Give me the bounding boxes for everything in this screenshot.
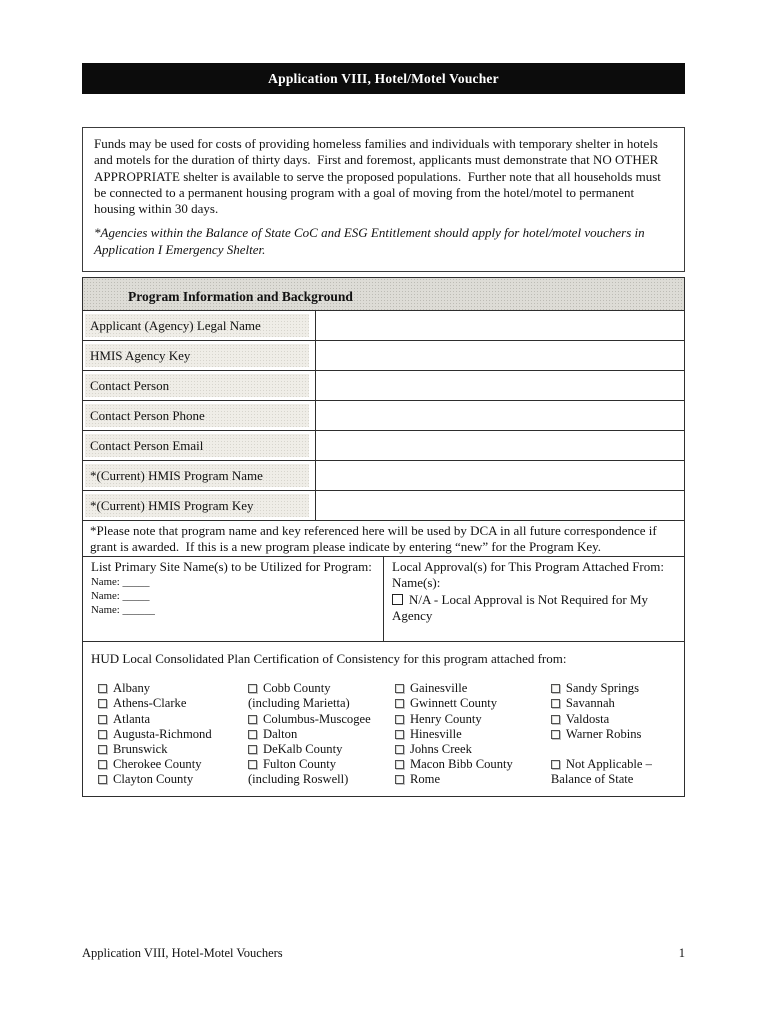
spacer-line [551,742,676,757]
checkbox-fulton-county[interactable] [248,760,257,769]
label-hinesville: Hinesville [409,726,462,741]
section-header [83,278,684,311]
hmis-agency-key-field[interactable] [316,341,684,370]
hud-column-1 [98,681,248,787]
label-johns-creek: Johns Creek [409,742,472,757]
local-approval-title: Local Approval(s) for This Program Attached From: [392,559,664,575]
label-clayton-county: Clayton County [113,772,194,787]
label-cherokee-county: Cherokee County [113,757,202,772]
label-gainesville: Gainesville [409,681,468,696]
label-athens-clarke: Athens-Clarke [113,696,187,711]
checkbox-dalton[interactable] [248,730,257,739]
label-fulton-county: Fulton County [262,757,337,772]
label-atlanta: Atlanta [113,711,151,726]
checkbox-savannah[interactable] [551,699,560,708]
checkbox-warner-robins[interactable] [551,730,560,739]
site-name-blank-2[interactable]: Name: _____ [91,590,150,603]
checkbox-hinesville[interactable] [395,730,404,739]
checkbox-na-local-approval[interactable] [392,594,403,605]
label-dalton: Dalton [262,726,298,741]
page-footer [82,946,685,961]
label-sandy-springs: Sandy Springs [565,681,639,696]
hud-column-3 [395,681,551,787]
field-label-contact-person-phone: Contact Person Phone [85,404,309,427]
label-valdosta: Valdosta [565,711,610,726]
checkbox-rome[interactable] [395,775,404,784]
checkbox-atlanta[interactable] [98,715,107,724]
local-approval-cell [384,557,684,641]
na-option-line [392,592,676,625]
label-including-marietta: (including Marietta) [247,696,350,711]
hud-checkbox-grid [91,681,676,787]
label-macon-bibb-county: Macon Bibb County [409,757,513,772]
checkbox-columbus-muscogee[interactable] [248,715,257,724]
label-henry-county: Henry County [409,711,482,726]
table-row [83,341,684,371]
label-gwinnett-county: Gwinnett County [409,696,498,711]
sites-approval-row [83,557,684,642]
label-brunswick: Brunswick [113,742,168,757]
checkbox-gainesville[interactable] [395,684,404,693]
table-row [83,461,684,491]
label-albany: Albany [113,681,151,696]
table-row [83,311,684,341]
checkbox-johns-creek[interactable] [395,745,404,754]
label-cobb-county: Cobb County [262,681,331,696]
hud-certification-section [83,642,684,795]
hmis-program-key-field[interactable] [316,491,684,520]
label-dekalb-county: DeKalb County [262,742,343,757]
hud-column-2 [248,681,395,787]
field-label-applicant-legal-name: Applicant (Agency) Legal Name [85,314,309,337]
field-label-hmis-program-name: *(Current) HMIS Program Name [85,464,309,487]
table-row [83,401,684,431]
intro-paragraph-1: Funds may be used for costs of providing homeless families and individuals with temporary shelter in hotels and motels for the duration of thirty days. First and foremost, applicants must demonstrate that NO OTHER APPROPRIATE shelter is available to serve the proposed populations. Further note that all households must be connected to a permanent housing program with a goal of moving from the hotel/motel to permanent housing within 30 days. [94,136,665,217]
footer-page-number: 1 [678,946,685,960]
checkbox-cobb-county[interactable] [248,684,257,693]
intro-box [82,127,685,272]
label-columbus-muscogee: Columbus-Muscogee [262,711,371,726]
site-name-blank-3[interactable]: Name: ______ [91,604,155,617]
intro-paragraph-2: *Agencies within the Balance of State CoC and ESG Entitlement should apply for hotel/motel vouchers in Application I Emergency Shelter. [94,225,648,257]
applicant-legal-name-field[interactable] [316,311,684,340]
contact-person-email-field[interactable] [316,431,684,460]
footer-document-title: Application VIII, Hotel-Motel Vouchers [82,946,283,960]
field-label-contact-person-email: Contact Person Email [85,434,309,457]
local-approval-names-label: Name(s): [392,575,441,591]
na-option-label: N/A - Local Approval is Not Required for My Agency [392,591,649,624]
checkbox-henry-county[interactable] [395,715,404,724]
checkbox-brunswick[interactable] [98,745,107,754]
field-label-contact-person: Contact Person [85,374,309,397]
contact-person-phone-field[interactable] [316,401,684,430]
hud-title: HUD Local Consolidated Plan Certification of Consistency for this program attached from: [91,651,567,667]
checkbox-dekalb-county[interactable] [248,745,257,754]
table-row [83,371,684,401]
hmis-program-name-field[interactable] [316,461,684,490]
label-not-applicable: Not Applicable – [565,757,652,772]
checkbox-clayton-county[interactable] [98,775,107,784]
document-title: Application VIII, Hotel/Motel Voucher [268,70,499,86]
checkbox-macon-bibb-county[interactable] [395,760,404,769]
program-key-note: *Please note that program name and key referenced here will be used by DCA in all future correspondence if grant is awarded. If this is a new program please indicate by entering “new” for the Program Key. [83,521,684,557]
program-info-table [82,277,685,797]
label-savannah: Savannah [565,696,615,711]
field-label-hmis-agency-key: HMIS Agency Key [85,344,309,367]
document-title-bar [82,63,685,94]
primary-sites-title: List Primary Site Name(s) to be Utilized for Program: [91,559,372,575]
label-augusta-richmond: Augusta-Richmond [113,726,212,741]
contact-person-field[interactable] [316,371,684,400]
checkbox-not-applicable[interactable] [551,760,560,769]
label-including-roswell: (including Roswell) [247,772,349,787]
primary-sites-cell [83,557,384,641]
field-label-hmis-program-key: *(Current) HMIS Program Key [85,494,309,517]
checkbox-valdosta[interactable] [551,715,560,724]
table-row [83,431,684,461]
checkbox-gwinnett-county[interactable] [395,699,404,708]
table-row [83,491,684,521]
checkbox-cherokee-county[interactable] [98,760,107,769]
site-name-blank-1[interactable]: Name: _____ [91,576,150,589]
hud-column-4 [551,681,676,787]
checkbox-athens-clarke[interactable] [98,699,107,708]
checkbox-sandy-springs[interactable] [551,684,560,693]
label-rome: Rome [409,772,441,787]
label-warner-robins: Warner Robins [565,726,642,741]
section-header-title: Program Information and Background [128,289,353,304]
checkbox-augusta-richmond[interactable] [98,730,107,739]
checkbox-albany[interactable] [98,684,107,693]
label-balance-of-state: Balance of State [550,772,634,787]
